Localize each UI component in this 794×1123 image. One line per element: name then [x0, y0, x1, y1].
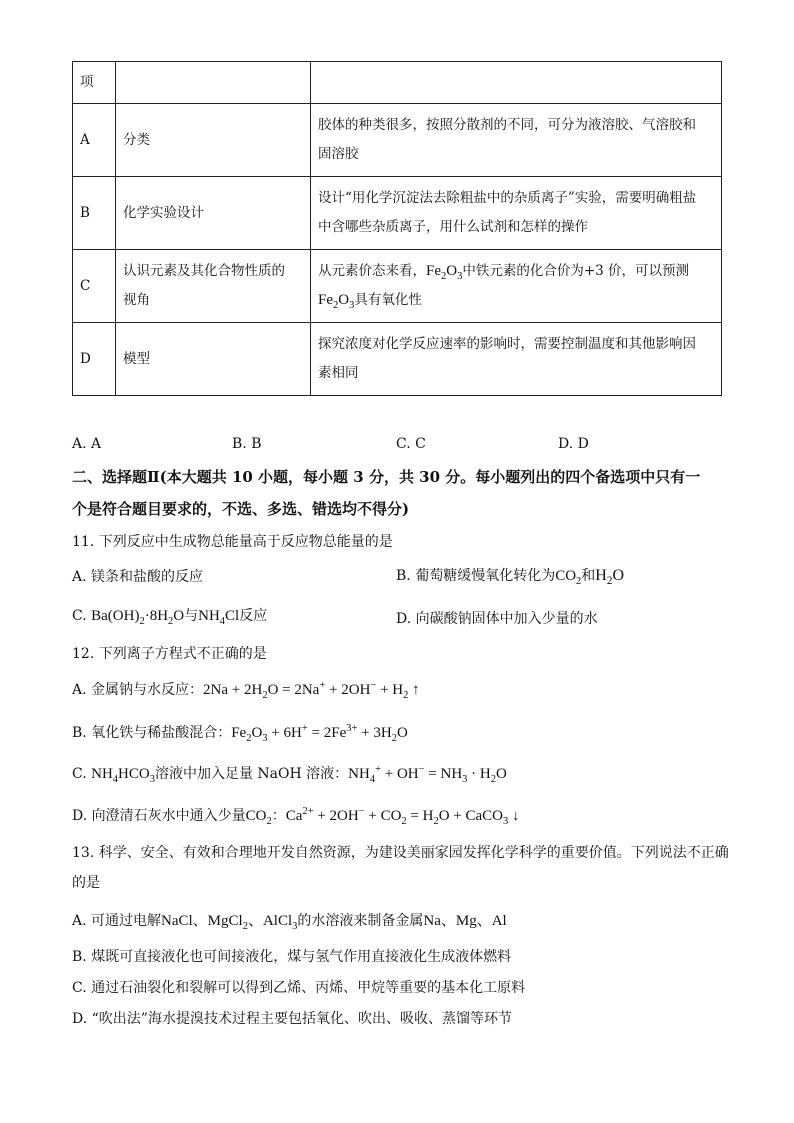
header-cell-3 [311, 62, 722, 104]
q11-option-d: D. 向碳酸钠固体中加入少量的水 [396, 611, 598, 627]
header-cell-item: 项 [73, 62, 116, 104]
table-row [73, 104, 722, 177]
answer-option-b: B. B [232, 436, 262, 452]
row-concept: 化学实验设计 [116, 177, 311, 250]
table-row [73, 323, 722, 396]
q12-option-a: A. 金属钠与水反应：$2Na + 2H_2O = 2Na^+ + 2OH^- + H_2$ ↑ [72, 680, 420, 701]
q11-option-c: C. $Ba(OH)_2\cdot 8H_2O$与$NH_4Cl$反应 [72, 608, 268, 627]
row-concept: 分类 [116, 104, 311, 177]
answer-option-d: D. D [558, 436, 589, 452]
row-label: C [73, 250, 116, 323]
row-concept: 模型 [116, 323, 311, 396]
q13-option-c: C. 通过石油裂化和裂解可以得到乙烯、丙烯、甲烷等重要的基本化工原料 [72, 980, 526, 996]
row-concept: 认识元素及其化合物性质的 视角 [116, 250, 311, 323]
table-header-row [73, 62, 722, 104]
section-heading-line1: 二、选择题Ⅱ(本大题共 10 小题，每小题 3 分，共 30 分。每小题列出的四个备选项中只有一 [72, 468, 701, 486]
concept-table [72, 61, 722, 396]
section-heading-line2: 个是符合题目要求的，不选、多选、错选均不得分) [72, 500, 410, 518]
row-description: 设计“用化学沉淀法去除粗盐中的杂质离子”实验，需要明确粗盐 中含哪些杂质离子，用什么试剂和怎样的操作 [311, 177, 722, 250]
q13-option-a: A. 可通过电解NaCl、MgCl$_2$、AlCl$_3$的水溶液来制备金属Na、Mg、Al [72, 913, 507, 932]
q11-option-b: B. 葡萄糖缓慢氧化转化为$CO_2$和$H_2O$ [396, 567, 625, 588]
q12-option-d: D. 向澄清石灰水中通入少量$CO_2$：$Ca^{2+} + 2OH^- + CO_2 = H_2O$ + CaCO$_3$ ↓ [72, 806, 520, 827]
q12-option-b: B. 氧化铁与稀盐酸混合：$Fe_2O_3 + 6H^+ = 2Fe^{3+} + 3H_2O$ [72, 723, 408, 744]
question-11-stem: 11. 下列反应中生成物总能量高于反应物总能量的是 [72, 534, 393, 550]
q12-option-c: C. $NH_4HCO_3$溶液中加入足量 NaOH 溶液：$NH_4^+ + OH^- = NH_3 \cdot H_2O$ [72, 764, 507, 785]
answer-option-a: A. A [72, 436, 102, 452]
q13-option-b: B. 煤既可直接液化也可间接液化，煤与氢气作用直接液化生成液体燃料 [72, 949, 512, 965]
header-cell-2 [116, 62, 311, 104]
question-13-stem-line2: 的是 [72, 875, 100, 891]
row-description: 从元素价态来看，$Fe_2O_3$中铁元素的化合价为+3 价，可以预测 $Fe_2O_3$具有氧化性 [311, 250, 722, 323]
q11-option-a: A. 镁条和盐酸的反应 [72, 569, 204, 585]
row-description: 探究浓度对化学反应速率的影响时，需要控制温度和其他影响因 素相同 [311, 323, 722, 396]
row-label: A [73, 104, 116, 177]
row-description: 胶体的种类很多，按照分散剂的不同，可分为液溶胶、气溶胶和 固溶胶 [311, 104, 722, 177]
question-12-stem: 12. 下列离子方程式不正确的是 [72, 646, 267, 662]
table-row [73, 250, 722, 323]
question-13-stem-line1: 13. 科学、安全、有效和合理地开发自然资源，为建设美丽家园发挥化学科学的重要价值。下列说法不正确 [72, 845, 729, 861]
answer-option-c: C. C [396, 436, 426, 452]
row-label: D [73, 323, 116, 396]
q13-option-d: D. “吹出法”海水提溴技术过程主要包括氧化、吹出、吸收、蒸馏等环节 [72, 1011, 512, 1027]
table-row [73, 177, 722, 250]
row-label: B [73, 177, 116, 250]
